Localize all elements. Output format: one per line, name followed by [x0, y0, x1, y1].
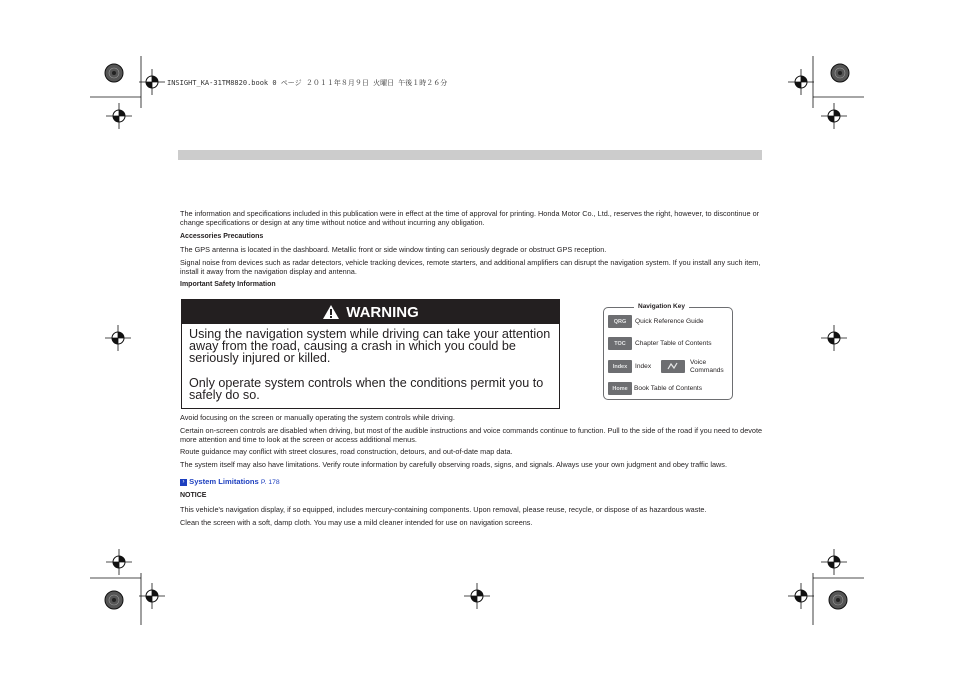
xref-page: P. 178 [260, 479, 280, 486]
arrow-icon: › [180, 479, 187, 486]
warning-box [181, 299, 560, 409]
xref-label: System Limitations [189, 477, 259, 486]
warning-text-1: Using the navigation system while driving can take your attention away from the road, causing a crash in which you could be seriously injured or killed. [189, 327, 551, 365]
notice-paragraph-1: This vehicle's navigation display, if so equipped, includes mercury-containing components. Upon removal, please reuse, recycle, or dispose of as hazardous waste. [180, 505, 707, 514]
safety-heading: Important Safety Information [180, 281, 276, 288]
navigation-key [603, 303, 733, 400]
index-label: Index [635, 363, 652, 370]
warning-triangle-icon [322, 304, 340, 320]
qrg-label: Quick Reference Guide [635, 318, 704, 325]
accessories-heading: Accessories Precautions [180, 233, 264, 240]
toc-chip: TOC [608, 337, 632, 350]
body-paragraph-1: Avoid focusing on the screen or manually operating the system controls while driving. [180, 413, 455, 422]
notice-paragraph-2: Clean the screen with a soft, damp cloth. You may use a mild cleaner intended for use on navigation screens. [180, 518, 533, 527]
notice-heading: NOTICE [180, 492, 207, 499]
voice-label: Voice Commands [690, 359, 724, 374]
warning-title: WARNING [346, 303, 419, 321]
toc-label: Chapter Table of Contents [635, 340, 712, 347]
voice-icon [661, 360, 685, 373]
qrg-chip: QRG [608, 315, 632, 328]
header-bar [178, 150, 762, 160]
index-chip: Index [608, 360, 632, 373]
body-paragraph-3: Route guidance may conflict with street closures, road construction, detours, and out-of-date map data. [180, 447, 513, 456]
home-chip: Home [608, 382, 632, 395]
print-header: INSIGHT_KA-31TM8820.book 0 ページ ２０１１年８月９日 火曜日 午後１時２６分 [167, 79, 448, 87]
warning-text-2: Only operate system controls when the conditions permit you to safely do so. [189, 376, 544, 402]
body-paragraph-4: The system itself may also have limitations. Verify route information by carefully observing roads, signs, and signals. Always use your own judgment and obey traffic laws. [180, 460, 727, 469]
system-limitations-link[interactable] [180, 477, 280, 486]
warning-header [182, 300, 559, 324]
accessories-paragraph-2: Signal noise from devices such as radar detectors, vehicle tracking devices, remote starters, and additional amplifiers can disrupt the navigation system. If you install any such item, install it away from the navigation display and antenna. [180, 258, 761, 276]
body-paragraph-2: Certain on-screen controls are disabled when driving, but most of the audible instructions and voice commands continue to function. Pull to the side of the road if you need to devote more attention and time to look at the screen or access additional menus. [180, 426, 763, 444]
accessories-paragraph-1: The GPS antenna is located in the dashboard. Metallic front or side window tinting can seriously degrade or obstruct GPS reception. [180, 245, 607, 254]
home-label: Book Table of Contents [634, 385, 703, 392]
navigation-key-title: Navigation Key [634, 303, 689, 310]
intro-paragraph: The information and specifications included in this publication were in effect at the time of approval for printing. Honda Motor Co., Ltd., reserves the right, however, to discontinue or change specifications or design at any time without notice and without incurring any obligation. [180, 209, 760, 227]
